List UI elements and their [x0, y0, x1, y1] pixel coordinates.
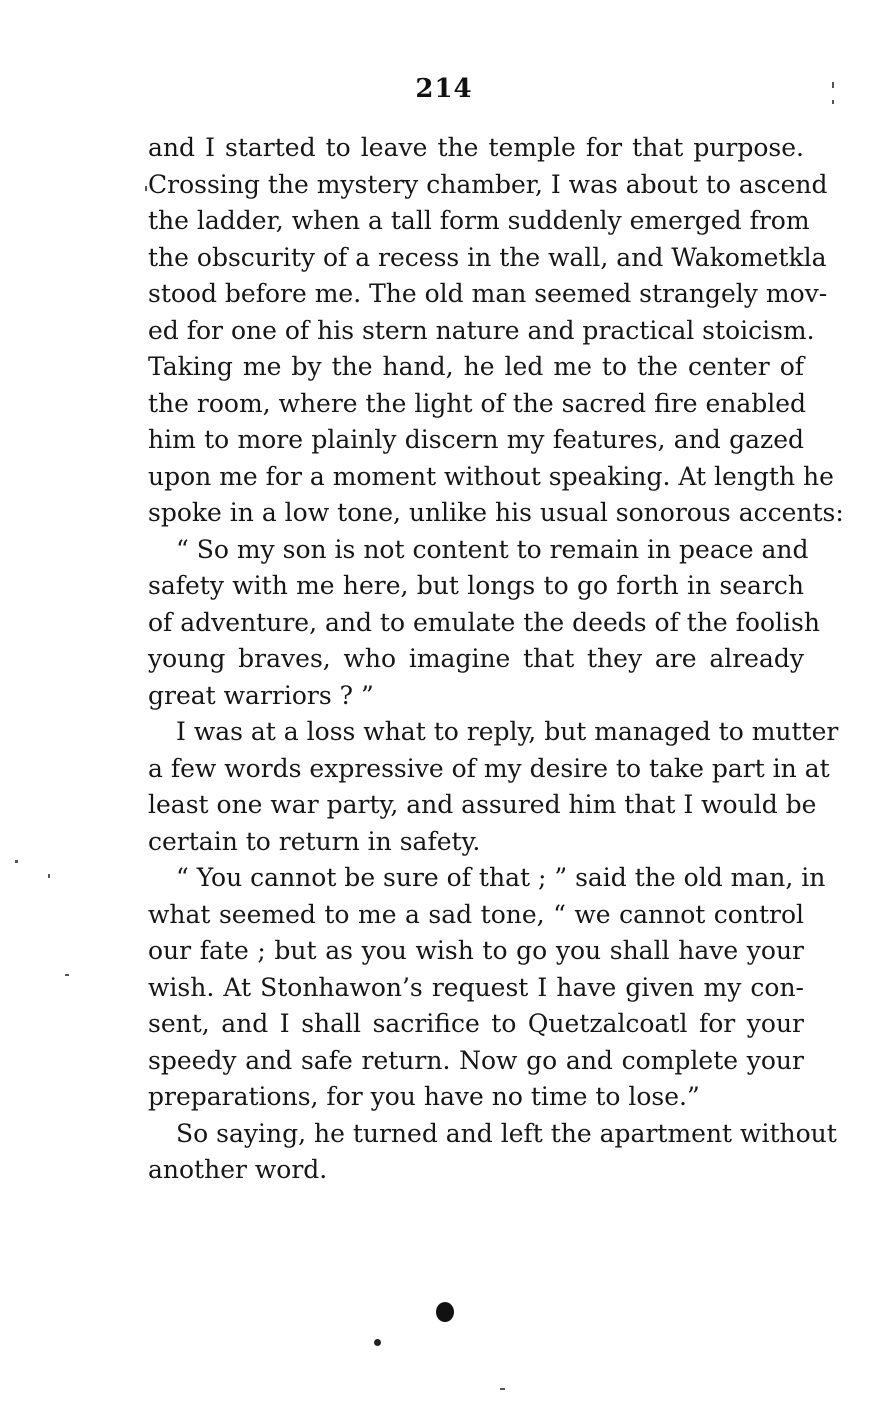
text-line: upon me for a moment without speaking. At length he: [148, 461, 834, 491]
scan-speck: [832, 100, 834, 104]
text-line: sent, and I shall sacrifice to Quetzalcoatl for your: [148, 1009, 804, 1038]
ink-speck: [374, 1339, 381, 1346]
text-line: spoke in a low tone, unlike his usual sonorous accents:: [148, 498, 844, 527]
text-line: of adventure, and to emulate the deeds of the foolish: [148, 607, 820, 637]
text-line: “ You cannot be sure of that ; ” said the old man, in: [176, 863, 826, 892]
scan-speck: [832, 82, 834, 88]
text-line: great warriors ? ”: [148, 680, 374, 710]
text-line: the obscurity of a recess in the wall, and Wakometkla: [148, 242, 827, 272]
scan-speck: [145, 186, 147, 191]
text-line: the room, where the light of the sacred fire enabled: [148, 388, 807, 418]
text-line: and I started to leave the temple for that purpose.: [148, 133, 804, 162]
scan-speck: [65, 974, 69, 976]
text-line: least one war party, and assured him that I would be: [148, 790, 817, 819]
text-line: preparations, for you have no time to lose.”: [148, 1082, 700, 1111]
text-line: speedy and safe return. Now go and complete your: [148, 1045, 804, 1075]
text-line: wish. At Stonhawon’s request I have given my con-: [148, 972, 804, 1002]
ink-blot: [436, 1302, 454, 1322]
text-line: stood before me. The old man seemed strangely mov-: [148, 279, 828, 308]
text-line: the ladder, when a tall form suddenly emerged from: [148, 206, 810, 235]
text-line: Crossing the mystery chamber, I was about to ascend: [148, 169, 828, 199]
text-line: Taking me by the hand, he led me to the center of: [148, 352, 804, 381]
text-line: what seemed to me a sad tone, “ we cannot control: [148, 899, 804, 929]
text-line: ed for one of his stern nature and practical stoicism.: [148, 315, 815, 345]
text-line: another word.: [148, 1155, 328, 1184]
text-line: “ So my son is not content to remain in peace and: [176, 534, 809, 564]
page-number: 214: [415, 74, 473, 104]
text-line: certain to return in safety.: [148, 826, 481, 856]
scan-speck: [48, 874, 50, 878]
text-line: safety with me here, but longs to go forth in search: [148, 571, 804, 600]
text-line: I was at a loss what to reply, but managed to mutter: [176, 717, 839, 746]
scan-speck: [15, 860, 18, 863]
text-line: our fate ; but as you wish to go you shall have your: [148, 936, 804, 965]
text-line: young braves, who imagine that they are already: [148, 644, 804, 673]
scan-speck: [500, 1388, 505, 1390]
body-text: [148, 130, 844, 1189]
text-line: him to more plainly discern my features, and gazed: [148, 425, 804, 454]
text-line: a few words expressive of my desire to take part in at: [148, 753, 830, 783]
text-line: So saying, he turned and left the apartment without: [176, 1118, 837, 1148]
